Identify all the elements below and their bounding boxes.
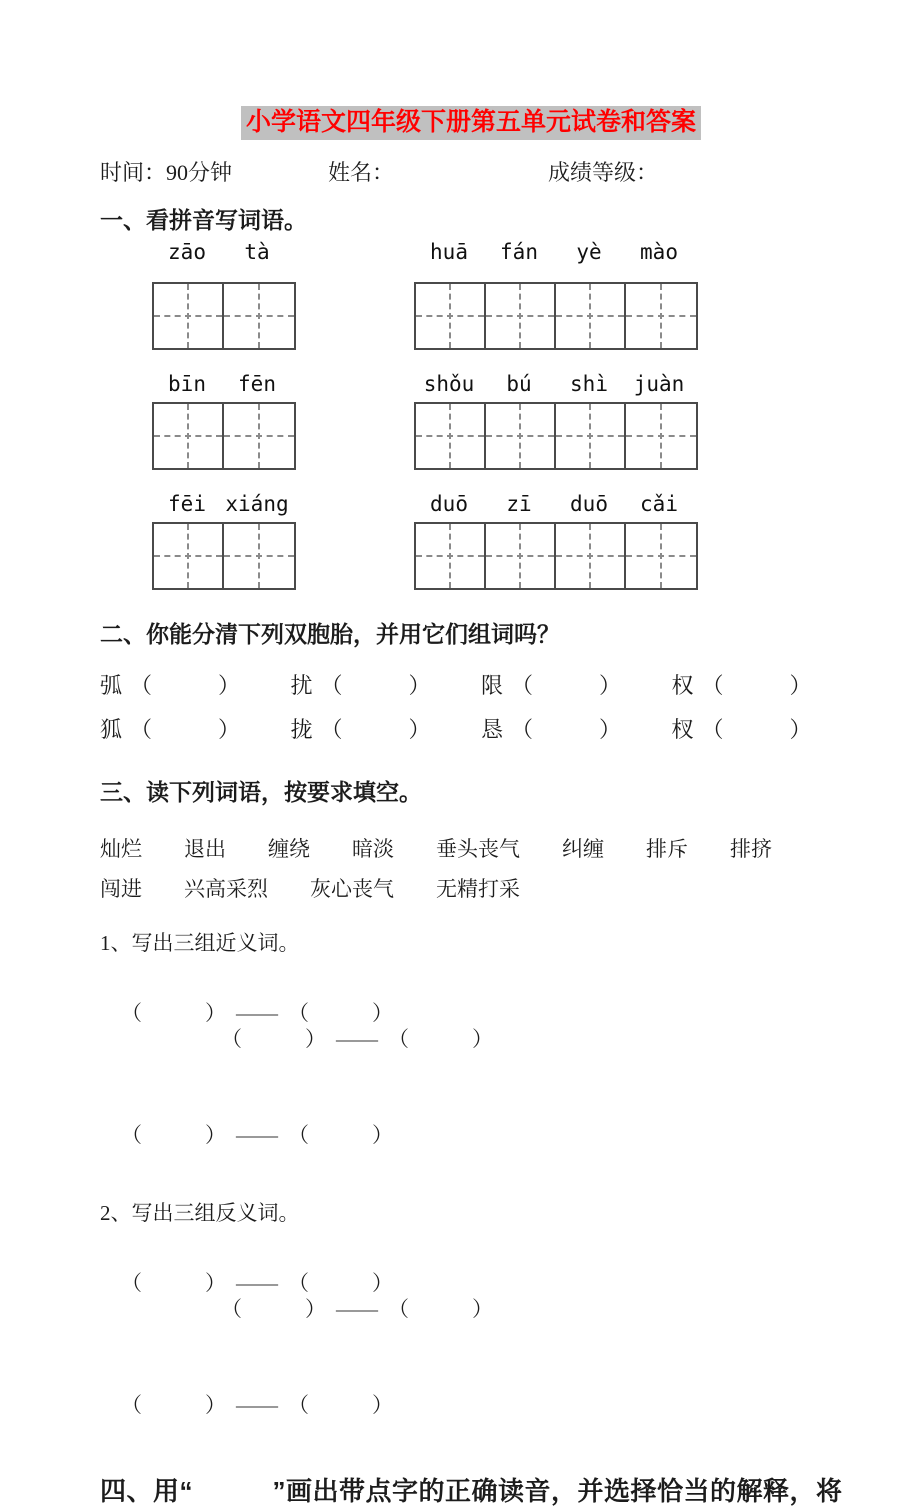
answer-blank: （ ）	[288, 1123, 393, 1147]
name-label: 姓名：	[328, 160, 395, 185]
pair-dash: ——	[336, 1027, 378, 1051]
pinyin-grid-row	[100, 492, 862, 590]
pinyin-label: zāo	[168, 240, 206, 264]
pinyin-label: shì	[570, 372, 608, 396]
word-pair-blank	[221, 1026, 493, 1052]
writing-grid	[414, 282, 698, 350]
subtask-2-label: 2、写出三组反义词。	[100, 1201, 300, 1225]
word: 缠绕	[268, 837, 310, 861]
word-list-line	[100, 836, 862, 862]
writing-cell	[626, 404, 696, 468]
word-pair-blank	[121, 1392, 393, 1418]
pair-dash: ——	[236, 1123, 278, 1147]
answer-blank: （ ）	[121, 1393, 226, 1417]
word-pair-blank	[121, 1122, 393, 1148]
answer-blank: （ ）	[288, 1393, 393, 1417]
info-line	[100, 156, 862, 185]
section-3-heading: 三、读下列词语，按要求填空。	[100, 779, 422, 805]
twin-char: 限	[481, 673, 504, 698]
writing-grid	[152, 522, 296, 590]
pair-dash: ——	[236, 1271, 278, 1295]
page-title: 小学语文四年级下册第五单元试卷和答案	[241, 106, 701, 140]
word: 排斥	[646, 837, 688, 861]
writing-grid	[414, 402, 698, 470]
twin-char: 权	[671, 673, 694, 698]
section-2-heading: 二、你能分清下列双胞胎，并用它们组词吗？	[100, 621, 560, 647]
writing-cell	[626, 284, 696, 348]
twin-item	[100, 716, 291, 744]
word: 兴高采烈	[184, 877, 268, 901]
answer-blank: （ ）	[388, 1297, 493, 1321]
answer-blank: （ ）	[130, 673, 241, 698]
answer-blank: （ ）	[288, 1001, 393, 1025]
word: 排挤	[730, 837, 772, 861]
pinyin-label: zī	[506, 492, 532, 516]
writing-grid	[152, 282, 296, 350]
writing-cell	[224, 404, 294, 468]
grade-label: 成绩等级：	[548, 160, 659, 185]
word: 退出	[184, 837, 226, 861]
word-pair-blank	[221, 1296, 493, 1322]
pinyin-label: mào	[640, 240, 678, 264]
synonym-blank-line	[100, 1096, 862, 1174]
pinyin-label: fán	[500, 240, 538, 264]
grid-group-left	[152, 240, 296, 350]
writing-cell	[486, 404, 556, 468]
pinyin-label: juàn	[633, 372, 685, 396]
writing-cell	[416, 524, 486, 588]
grid-group-left	[152, 492, 296, 590]
writing-cell	[626, 524, 696, 588]
twin-char: 杈	[671, 717, 694, 742]
word: 垂头丧气	[436, 837, 520, 861]
word: 暗淡	[352, 837, 394, 861]
writing-cell	[556, 284, 626, 348]
twin-char: 弧	[100, 673, 123, 698]
section-4-heading: 四、用“ ”画出带点字的正确读音，并选择恰当的解释，将	[100, 1476, 843, 1506]
antonym-blank-line	[100, 1244, 862, 1348]
pinyin-label: tà	[244, 240, 270, 264]
writing-cell	[224, 284, 294, 348]
answer-blank: （ ）	[320, 717, 431, 742]
answer-blank: （ ）	[221, 1027, 326, 1051]
word-pair-blank	[121, 1270, 393, 1296]
answer-blank: （ ）	[288, 1271, 393, 1295]
writing-cell	[486, 284, 556, 348]
answer-blank: （ ）	[121, 1001, 226, 1025]
pinyin-label: duō	[430, 492, 468, 516]
word: 灰心丧气	[310, 877, 394, 901]
twin-item	[291, 672, 482, 700]
pinyin-grid-row	[100, 372, 862, 470]
twin-item	[291, 716, 482, 744]
pinyin-label: xiáng	[225, 492, 289, 516]
twin-char: 拢	[290, 717, 313, 742]
twin-item	[672, 716, 863, 744]
grid-group-right	[414, 492, 698, 590]
answer-blank: （ ）	[511, 673, 622, 698]
word: 无精打采	[436, 877, 520, 901]
pinyin-label: shǒu	[423, 372, 475, 396]
writing-grid	[152, 402, 296, 470]
answer-blank: （ ）	[701, 717, 812, 742]
writing-cell	[486, 524, 556, 588]
pinyin-label: bīn	[168, 372, 206, 396]
twin-item	[481, 672, 672, 700]
answer-blank: （ ）	[320, 673, 431, 698]
answer-blank: （ ）	[701, 673, 812, 698]
answer-blank: （ ）	[130, 717, 241, 742]
pinyin-grid-row	[100, 240, 862, 350]
writing-cell	[416, 404, 486, 468]
twin-char: 扰	[290, 673, 313, 698]
twin-item	[672, 672, 863, 700]
grid-group-right	[414, 240, 698, 350]
answer-blank: （ ）	[511, 717, 622, 742]
answer-blank: （ ）	[121, 1271, 226, 1295]
pinyin-label: cǎi	[640, 492, 678, 516]
word-list-line	[100, 876, 862, 902]
twin-row	[100, 716, 862, 744]
word: 闯进	[100, 877, 142, 901]
writing-cell	[224, 524, 294, 588]
twin-item	[481, 716, 672, 744]
writing-cell	[416, 284, 486, 348]
pinyin-label: yè	[576, 240, 602, 264]
word-pair-blank	[121, 1000, 393, 1026]
answer-blank: （ ）	[221, 1297, 326, 1321]
pinyin-label: bú	[506, 372, 532, 396]
writing-cell	[154, 284, 224, 348]
writing-cell	[154, 404, 224, 468]
pinyin-label: huā	[430, 240, 468, 264]
grid-group-left	[152, 372, 296, 470]
writing-grid	[414, 522, 698, 590]
word: 灿烂	[100, 837, 142, 861]
pair-dash: ——	[336, 1297, 378, 1321]
answer-blank: （ ）	[121, 1123, 226, 1147]
pinyin-label: duō	[570, 492, 608, 516]
writing-cell	[154, 524, 224, 588]
twin-char: 恳	[481, 717, 504, 742]
synonym-blank-line	[100, 974, 862, 1078]
grid-group-right	[414, 372, 698, 470]
time-label: 时间：90分钟	[100, 160, 233, 185]
pair-dash: ——	[236, 1001, 278, 1025]
writing-cell	[556, 524, 626, 588]
writing-cell	[556, 404, 626, 468]
pinyin-label: fēn	[238, 372, 276, 396]
answer-blank: （ ）	[388, 1027, 493, 1051]
twin-row	[100, 672, 862, 700]
pinyin-label: fēi	[168, 492, 206, 516]
subtask-1-label: 1、写出三组近义词。	[100, 931, 300, 955]
section-1-heading: 一、看拼音写词语。	[100, 207, 307, 233]
antonym-blank-line	[100, 1366, 862, 1444]
twin-item	[100, 672, 291, 700]
word: 纠缠	[562, 837, 604, 861]
pair-dash: ——	[236, 1393, 278, 1417]
twin-char: 狐	[100, 717, 123, 742]
